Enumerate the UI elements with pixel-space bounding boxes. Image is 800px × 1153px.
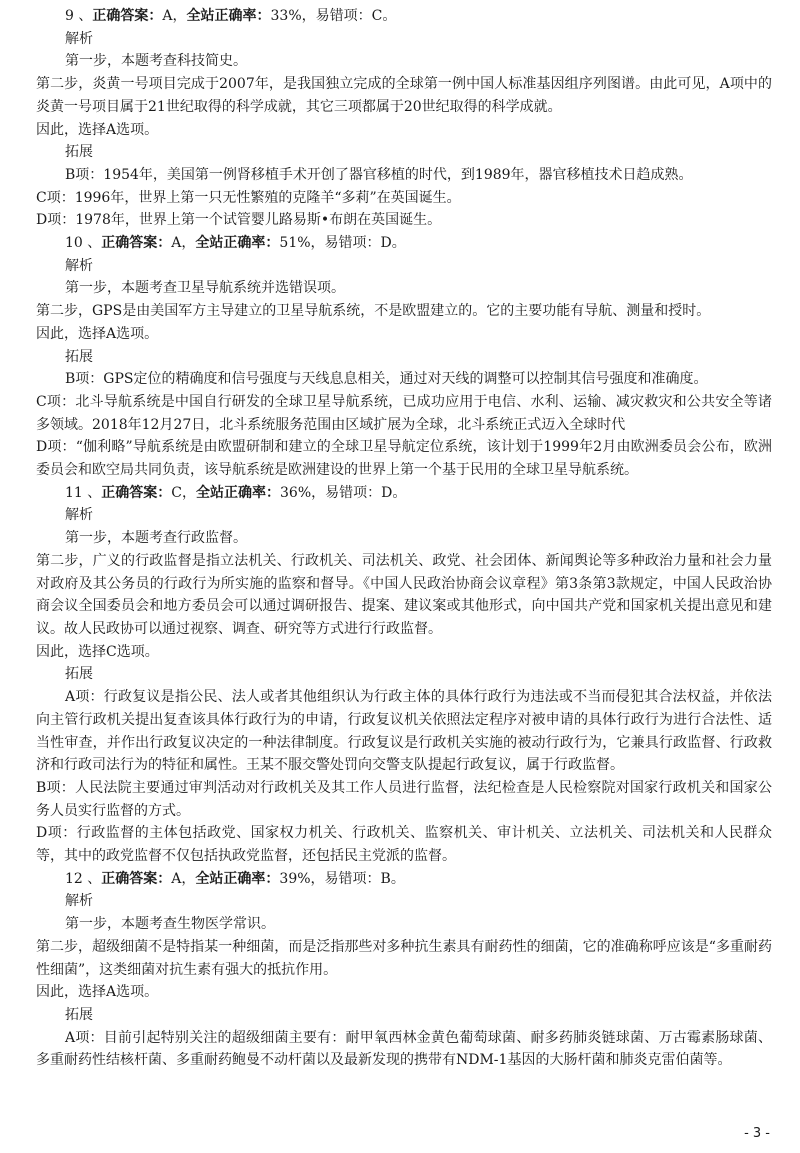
conclusion: 因此，选择A选项。 — [36, 325, 159, 342]
conclusion: 因此，选择C选项。 — [36, 643, 159, 660]
option-explanation: D项：行政监督的主体包括政党、国家权力机关、行政机关、监察机关、审计机关、立法机关、司法机关和人民群众等，其中的政党监督不仅包括执政党监督，还包括民主党派的监督。 — [36, 825, 772, 865]
extension-title: 拓展 — [65, 1006, 93, 1023]
option-explanation: D项：“伽利略”导航系统是由欧盟研制和建立的全球卫星导航定位系统，该计划于1999年2月由欧洲委员会公布，欧洲委员会和欧空局共同负责，该导航系统是欧洲建设的世界上第一个基于民用的全球卫星导航系统。 — [36, 439, 772, 479]
extension-title: 拓展 — [65, 348, 93, 365]
option-explanation: B项：1954年，美国第一例肾移植手术开创了器官移植的时代，到1989年，器官移植技术日趋成熟。 — [65, 166, 693, 183]
step-one: 第一步，本题考查行政监督。 — [65, 530, 247, 547]
rate-label: 全站正确率 — [195, 235, 266, 252]
correct-answer: A — [171, 870, 182, 887]
step-one: 第一步，本题考查生物医学常识。 — [65, 916, 275, 933]
answer-label: 正确答案 — [101, 484, 158, 501]
question-number: 9 — [65, 8, 74, 24]
question-header: 10 、正确答案：A，全站正确率：51%，易错项：D。 — [65, 235, 406, 252]
conclusion: 因此，选择A选项。 — [36, 984, 159, 1001]
step-two: 第二步，GPS是由美国军方主导建立的卫星导航系统，不是欧盟建立的。它的主要功能有导航、测量和授时。 — [36, 303, 711, 320]
correct-answer: A — [171, 235, 182, 252]
question-number: 10 — [65, 235, 83, 252]
wrong-label: 易错项 — [324, 235, 367, 252]
wrong-label: 易错项 — [315, 8, 358, 24]
question-9 — [36, 5, 772, 232]
document-body — [36, 5, 772, 1072]
answer-label: 正确答案 — [92, 8, 149, 24]
page-number: - 3 - — [744, 1126, 770, 1141]
accuracy-rate: 39% — [279, 870, 311, 887]
option-explanation: C项：1996年，世界上第一只无性繁殖的克隆羊“多莉”在英国诞生。 — [36, 189, 461, 206]
question-12 — [36, 868, 772, 1072]
analysis-title: 解析 — [65, 507, 93, 524]
correct-answer: A — [162, 8, 173, 24]
correct-answer: C — [171, 484, 182, 501]
option-explanation: B项：人民法院主要通过审判活动对行政机关及其工作人员进行监督，法纪检查是人民检察院对国家行政机关和国家公务人员实行监督的方式。 — [36, 779, 772, 819]
option-explanation: D项：1978年，世界上第一个试管婴儿路易斯•布朗在英国诞生。 — [36, 212, 442, 229]
wrong-label: 易错项 — [325, 484, 368, 501]
question-header: 9 、正确答案：A，全站正确率：33%，易错项：C。 — [65, 8, 397, 24]
question-11 — [36, 482, 772, 868]
question-number: 12 — [65, 870, 83, 887]
question-10 — [36, 232, 772, 482]
extension-title: 拓展 — [65, 666, 93, 683]
extension-title: 拓展 — [65, 144, 93, 161]
question-header: 12 、正确答案：A，全站正确率：39%，易错项：B。 — [65, 870, 405, 887]
option-explanation: A项：行政复议是指公民、法人或者其他组织认为行政主体的具体行政行为违法或不当而侵犯其合法权益，并依法向主管行政机关提出复查该具体行政行为的申请，行政复议机关依照法定程序对被申请的具体行政行为进行合法性、适当性审查，并作出行政复议决定的一种法律制度。行政复议是行政机关实施的被动行政行为，它兼具行政监督、行政救济和行政司法行为的特征和属性。王某不服交警处罚向交警支队提起行政复议，属于行政监督。 — [36, 689, 772, 774]
option-explanation: A项：目前引起特别关注的超级细菌主要有：耐甲氧西林金黄色葡萄球菌、耐多药肺炎链球菌、万古霉素肠球菌、多重耐药性结核杆菌、多重耐药鲍曼不动杆菌以及最新发现的携带有NDM-1基因的大肠杆菌和肺炎克雷伯菌等。 — [36, 1029, 772, 1069]
rate-label: 全站正确率 — [196, 484, 266, 501]
step-two: 第二步，炎黄一号项目完成于2007年，是我国独立完成的全球第一例中国人标准基因组序列图谱。由此可见，A项中的炎黄一号项目属于21世纪取得的科学成就，其它三项都属于20世纪取得的科学成就。 — [36, 76, 772, 115]
analysis-title: 解析 — [65, 30, 93, 47]
option-explanation: C项：北斗导航系统是中国自行研发的全球卫星导航系统，已成功应用于电信、水利、运输、减灾救灾和公共安全等诸多领域。2018年12月27日，北斗系统服务范围由区域扩展为全球，北斗系统正式迈入全球时代 — [36, 393, 772, 433]
step-one: 第一步，本题考查卫星导航系统并选错误项。 — [65, 280, 345, 297]
option-explanation: B项：GPS定位的精确度和信号强度与天线息息相关，通过对天线的调整可以控制其信号强度和准确度。 — [65, 371, 708, 388]
common-wrong-option: B — [380, 870, 391, 887]
common-wrong-option: C — [371, 8, 383, 24]
step-two: 第二步，超级细菌不是特指某一种细菌，而是泛指那些对多种抗生素具有耐药性的细菌，它的准确称呼应该是“多重耐药性细菌”，这类细菌对抗生素有强大的抵抗作用。 — [36, 938, 772, 978]
question-header: 11 、正确答案：C，全站正确率：36%，易错项：D。 — [65, 484, 407, 501]
common-wrong-option: D — [380, 235, 392, 252]
conclusion: 因此，选择A选项。 — [36, 121, 159, 138]
rate-label: 全站正确率 — [195, 870, 266, 887]
analysis-title: 解析 — [65, 893, 93, 910]
analysis-title: 解析 — [65, 257, 93, 274]
answer-label: 正确答案 — [101, 870, 158, 887]
answer-label: 正确答案 — [101, 235, 158, 252]
common-wrong-option: D — [381, 484, 393, 501]
accuracy-rate: 33% — [270, 8, 302, 24]
accuracy-rate: 36% — [280, 484, 312, 501]
step-two: 第二步，广义的行政监督是指立法机关、行政机关、司法机关、政党、社会团体、新闻舆论等多种政治力量和社会力量对政府及其公务员的行政行为所实施的监察和督导。《中国人民政治协商会议章程》第3条第3款规定，中国人民政治协商会议全国委员会和地方委员会可以通过调研报告、提案、建议案或其他形式，向中国共产党和国家机关提出意见和建议。故人民政协可以通过视察、调查、研究等方式进行行政监督。 — [36, 552, 772, 637]
rate-label: 全站正确率 — [186, 8, 257, 24]
accuracy-rate: 51% — [279, 235, 311, 252]
wrong-label: 易错项 — [324, 870, 367, 887]
question-number: 11 — [65, 484, 83, 501]
step-one: 第一步，本题考查科技简史。 — [65, 53, 247, 70]
